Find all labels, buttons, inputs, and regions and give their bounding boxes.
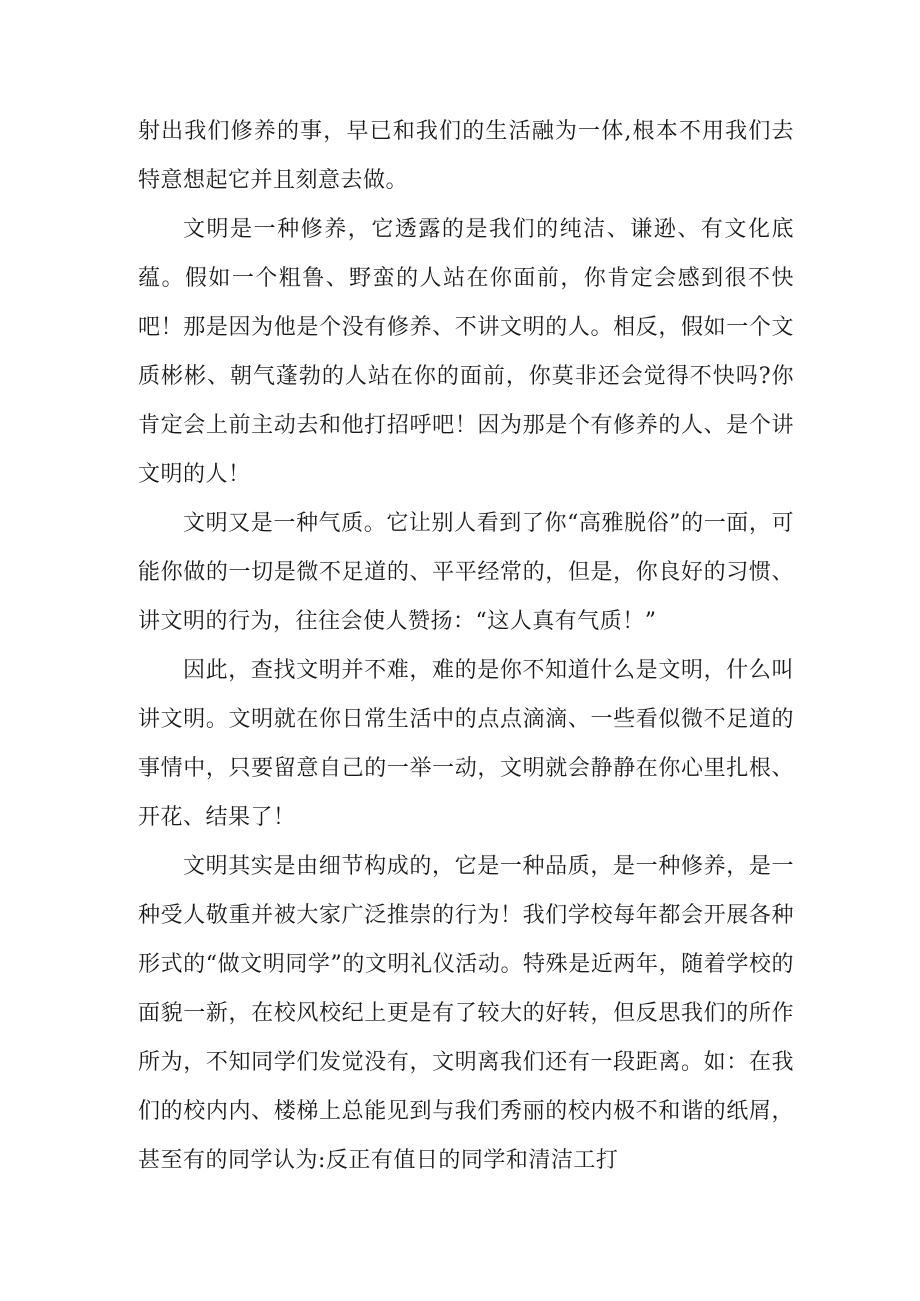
paragraph-4: 因此，查找文明并不难，难的是你不知道什么是文明，什么叫讲文明。文明就在你日常生活中的点点滴滴、一些看似微不足道的事情中，只要留意自己的一举一动，文明就会静静在你心里扎根、开花、结果了！ — [138, 658, 794, 830]
paragraph-3: 文明又是一种气质。它让别人看到了你“高雅脱俗”的一面，可能你做的一切是微不足道的、平平经常的，但是，你良好的习惯、讲文明的行为，往往会使人赞扬：“这人真有气质！” — [138, 511, 794, 634]
paragraph-5: 文明其实是由细节构成的，它是一种品质，是一种修养，是一种受人敬重并被大家广泛推崇的行为！我们学校每年都会开展各种形式的“做文明同学”的文明礼仪活动。特殊是近两年，随着学校的面貌一新，在校风校纪上更是有了较大的好转，但反思我们的所作所为，不知同学们发觉没有，文明离我们还有一段距离。如：在我们的校内内、楼梯上总能见到与我们秀丽的校内极不和谐的纸屑，甚至有的同学认为:反正有值日的同学和清洁工打 — [138, 854, 794, 1173]
paragraph-2: 文明是一种修养，它透露的是我们的纯洁、谦逊、有文化底蕴。假如一个粗鲁、野蛮的人站在你面前，你肯定会感到很不快吧！那是因为他是个没有修养、不讲文明的人。相反，假如一个文质彬彬、朝气蓬勃的人站在你的面前，你莫非还会觉得不快吗?你肯定会上前主动去和他打招呼吧！因为那是个有修养的人、是个讲文明的人！ — [138, 217, 794, 487]
paragraph-1: 射出我们修养的事，早已和我们的生活融为一体,根本不用我们去特意想起它并且刻意去做。 — [138, 119, 794, 193]
document-body — [138, 107, 794, 1185]
